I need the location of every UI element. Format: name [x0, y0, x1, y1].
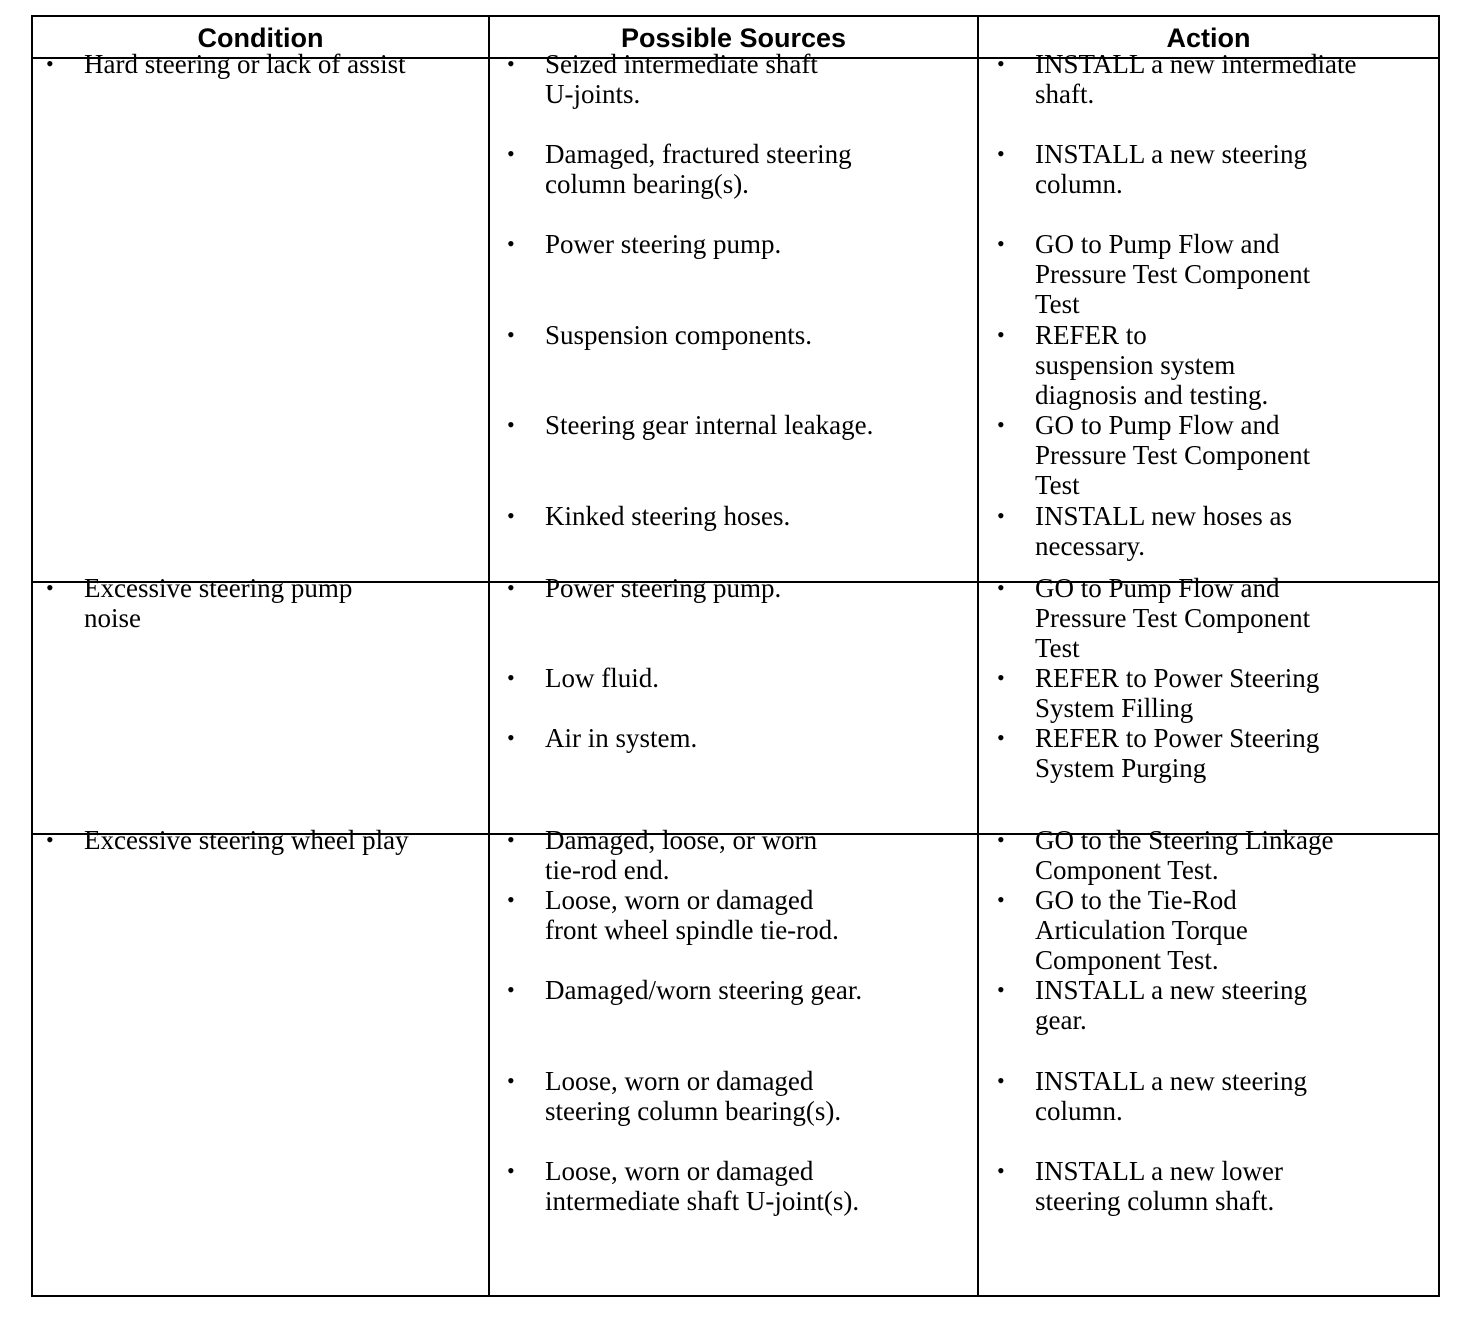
- source-item-text: Low fluid.: [545, 663, 659, 693]
- action-item-text: GO to the Tie-Rod Articulation Torque Component Test.: [1035, 885, 1248, 975]
- source-item-text: Suspension components.: [545, 320, 812, 350]
- bullet-icon: •: [507, 503, 515, 528]
- action-item-text: INSTALL a new intermediate shaft.: [1035, 49, 1357, 109]
- bullet-icon: •: [507, 827, 515, 852]
- action-item-text: REFER to Power Steering System Purging: [1035, 723, 1320, 783]
- bullet-icon: •: [507, 887, 515, 912]
- bullet-icon: •: [507, 1068, 515, 1093]
- source-item-text: Seized intermediate shaft U-joints.: [545, 49, 818, 109]
- bullet-icon: •: [507, 725, 515, 750]
- source-item-text: Steering gear internal leakage.: [545, 410, 874, 440]
- bullet-icon: •: [46, 827, 54, 852]
- bullet-icon: •: [997, 665, 1005, 690]
- bullet-icon: •: [507, 977, 515, 1002]
- action-item-text: GO to the Steering Linkage Component Test.: [1035, 825, 1334, 885]
- bullet-icon: •: [507, 665, 515, 690]
- bullet-icon: •: [507, 141, 515, 166]
- bullet-icon: •: [997, 503, 1005, 528]
- condition-item-text: Excessive steering wheel play: [84, 825, 409, 855]
- bullet-icon: •: [997, 1158, 1005, 1183]
- action-item-text: REFER to Power Steering System Filling: [1035, 663, 1320, 723]
- bullet-icon: •: [997, 827, 1005, 852]
- source-item-text: Loose, worn or damaged front wheel spindle tie-rod.: [545, 885, 839, 945]
- bullet-icon: •: [997, 725, 1005, 750]
- bullet-icon: •: [507, 51, 515, 76]
- action-item-text: INSTALL a new steering column.: [1035, 1066, 1308, 1126]
- bullet-icon: •: [997, 977, 1005, 1002]
- action-item-text: INSTALL a new steering gear.: [1035, 975, 1308, 1035]
- bullet-icon: •: [997, 887, 1005, 912]
- action-item-text: GO to Pump Flow and Pressure Test Component Test: [1035, 573, 1311, 663]
- source-item-text: Power steering pump.: [545, 229, 782, 259]
- action-item-text: GO to Pump Flow and Pressure Test Component Test: [1035, 229, 1311, 319]
- source-item-text: Air in system.: [545, 723, 698, 753]
- action-item-text: INSTALL new hoses as necessary.: [1035, 501, 1293, 561]
- bullet-icon: •: [507, 322, 515, 347]
- action-item-text: REFER to suspension system diagnosis and testing.: [1035, 320, 1269, 410]
- action-item-text: INSTALL a new lower steering column shaft.: [1035, 1156, 1284, 1216]
- column-divider: [488, 17, 490, 1295]
- source-item-text: Damaged, fractured steering column bearing(s).: [545, 139, 852, 199]
- source-item-text: Damaged/worn steering gear.: [545, 975, 863, 1005]
- bullet-icon: •: [507, 412, 515, 437]
- action-item-text: GO to Pump Flow and Pressure Test Component Test: [1035, 410, 1311, 500]
- header-action: Action: [1166, 23, 1251, 53]
- bullet-icon: •: [507, 231, 515, 256]
- header-condition: Condition: [197, 23, 324, 53]
- source-item-text: Loose, worn or damaged intermediate shaft U-joint(s).: [545, 1156, 860, 1216]
- source-item-text: Power steering pump.: [545, 573, 782, 603]
- bullet-icon: •: [997, 51, 1005, 76]
- bullet-icon: •: [997, 322, 1005, 347]
- bullet-icon: •: [507, 1158, 515, 1183]
- bullet-icon: •: [46, 575, 54, 600]
- header-possible-sources: Possible Sources: [620, 23, 847, 53]
- bullet-icon: •: [997, 575, 1005, 600]
- action-item-text: INSTALL a new steering column.: [1035, 139, 1308, 199]
- bullet-icon: •: [997, 412, 1005, 437]
- source-item-text: Loose, worn or damaged steering column bearing(s).: [545, 1066, 842, 1126]
- source-item-text: Damaged, loose, or worn tie-rod end.: [545, 825, 818, 885]
- bullet-icon: •: [507, 575, 515, 600]
- source-item-text: Kinked steering hoses.: [545, 501, 791, 531]
- bullet-icon: •: [997, 231, 1005, 256]
- condition-item-text: Hard steering or lack of assist: [84, 49, 406, 79]
- bullet-icon: •: [997, 141, 1005, 166]
- bullet-icon: •: [997, 1068, 1005, 1093]
- bullet-icon: •: [46, 51, 54, 76]
- condition-item-text: Excessive steering pump noise: [84, 573, 353, 633]
